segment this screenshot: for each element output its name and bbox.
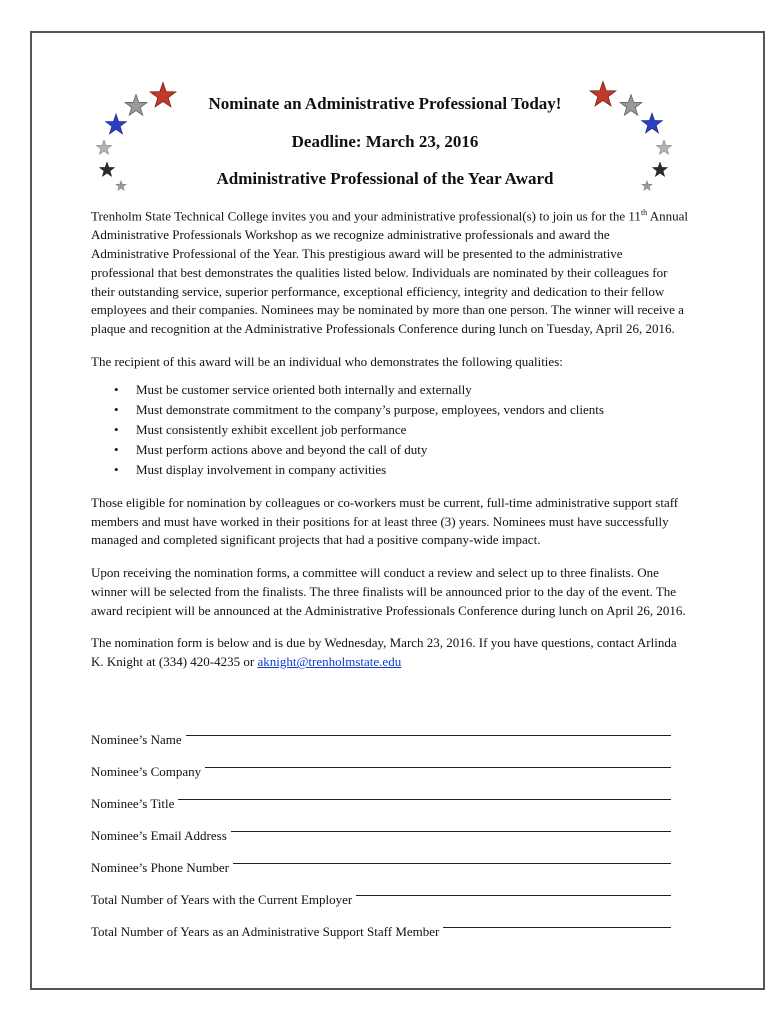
- nomination-form: [91, 716, 671, 940]
- contact-paragraph: [91, 634, 689, 672]
- list-item: • Must display involvement in company activities: [136, 460, 689, 480]
- nominee-company-field[interactable]: [205, 753, 671, 768]
- process-paragraph: Upon receiving the nomination forms, a committee will conduct a review and select up to three finalists. One winner will be selected from the finalists. The three finalists will be announced prior to the day of the event. The award recipient will be announced at the Administrative Professionals Conference during lunch on April 26, 2016.: [91, 565, 686, 618]
- nominee-email-field[interactable]: [231, 817, 671, 832]
- years-employer-field[interactable]: [356, 881, 671, 896]
- nominee-title-row: [91, 780, 671, 812]
- years-support-row: [91, 908, 671, 940]
- list-item: • Must be customer service oriented both internally and externally: [136, 380, 689, 400]
- award-heading: Administrative Professional of the Year Award: [216, 169, 554, 188]
- field-label: Nominee’s Name: [91, 732, 182, 747]
- nominee-company-row: [91, 748, 671, 780]
- years-employer-row: [91, 876, 671, 908]
- intro-text-rest: Annual Administrative Professionals Workshop as we recognize administrative professionals and award the Administrative Professional of the Year. This prestigious award will be presented to the administrative professional that best demonstrates the qualities listed below. Individuals are nominated by their colleagues for their outstanding service, superior performance, exceptional efficiency, integrity and dedication to their fellow employees and their companies. Nominees may be nominated by more than one person. The winner will receive a plaque and recognition at the Administrative Professionals Conference during lunch on Tuesday, April 26, 2016.: [91, 208, 688, 337]
- field-label: Total Number of Years with the Current Employer: [91, 892, 353, 907]
- qualities-list: [91, 380, 689, 480]
- star-icon: [106, 114, 127, 134]
- nominee-name-row: [91, 716, 671, 748]
- contact-text: The nomination form is below and is due by Wednesday, March 23, 2016. If you have questions, contact Arlinda K. Knight at (334) 420-4235 or: [91, 635, 677, 670]
- field-label: Total Number of Years as an Administrative Support Staff Member: [91, 924, 440, 939]
- nominee-phone-row: [91, 844, 671, 876]
- intro-text-start: Trenholm State Technical College invites you and your administrative professional(s) to join us for the 11: [91, 208, 641, 224]
- years-support-field[interactable]: [443, 913, 671, 928]
- nominee-name-field[interactable]: [186, 721, 671, 736]
- document-body: [91, 204, 689, 686]
- field-label: Nominee’s Title: [91, 796, 175, 811]
- eligibility-paragraph: Those eligible for nomination by colleagues or co-workers must be current, full-time administrative support staff members and must have worked in their positions for at least three (3) years. Nominees must have successfully managed and completed significant projects that had a positive company-wide impact.: [91, 494, 679, 548]
- field-label: Nominee’s Phone Number: [91, 860, 229, 875]
- qualities-intro: The recipient of this award will be an individual who demonstrates the following qualities:: [91, 353, 563, 369]
- nominee-phone-field[interactable]: [233, 849, 671, 864]
- list-item: • Must consistently exhibit excellent job performance: [136, 420, 689, 440]
- ordinal-suffix: th: [640, 208, 648, 217]
- field-label: Nominee’s Company: [91, 764, 202, 779]
- intro-paragraph: [91, 204, 689, 339]
- contact-email-link[interactable]: aknight@trenholmstate.edu: [257, 654, 402, 670]
- star-icon: [642, 113, 663, 133]
- field-label: Nominee’s Email Address: [91, 828, 227, 843]
- nominee-title-field[interactable]: [178, 785, 671, 800]
- list-item: • Must perform actions above and beyond the call of duty: [136, 440, 689, 460]
- page-title: Nominate an Administrative Professional Today!: [208, 94, 562, 113]
- deadline-heading: Deadline: March 23, 2016: [291, 132, 479, 151]
- list-item: • Must demonstrate commitment to the company’s purpose, employees, vendors and clients: [136, 400, 689, 420]
- nominee-email-row: [91, 812, 671, 844]
